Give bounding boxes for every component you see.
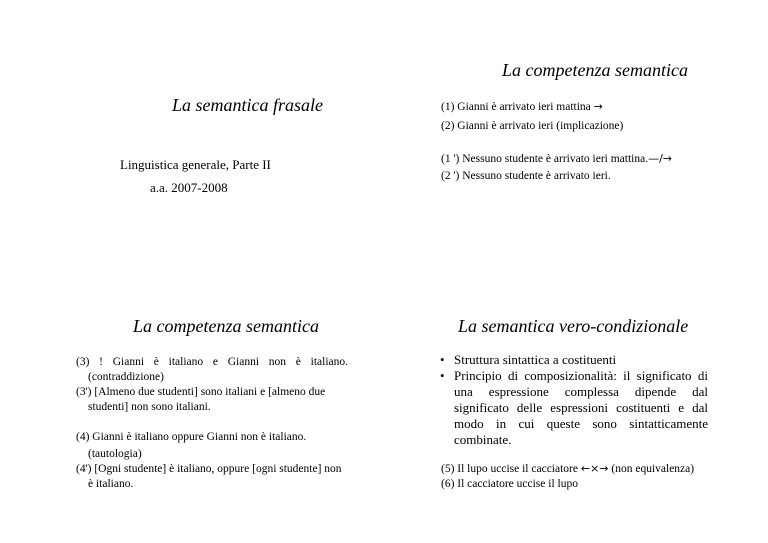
example-5-text: (5) Il lupo uccise il cacciatore bbox=[441, 463, 578, 475]
example-4-note: (tautologia) bbox=[88, 448, 142, 460]
example-4: (4) Gianni è italiano oppure Gianni non è italiano. bbox=[76, 431, 307, 443]
implication-arrow-icon: → bbox=[593, 100, 603, 113]
example-1-text: (1) Gianni è arrivato ieri mattina bbox=[441, 101, 591, 113]
bullet-item-1-text: Struttura sintattica a costituenti bbox=[454, 352, 617, 367]
bullet-icon: • bbox=[440, 368, 445, 383]
academic-year: a.a. 2007-2008 bbox=[150, 180, 228, 195]
example-1-prime-text: (1 ') Nessuno studente è arrivato ieri mattina. bbox=[441, 153, 649, 165]
course-name: Linguistica generale, Parte II bbox=[120, 157, 271, 172]
slide-3-title: La competenza semantica bbox=[133, 316, 319, 336]
example-3: (3) ! Gianni è italiano e Gianni non è italiano. (contraddizione) bbox=[76, 356, 348, 383]
example-5-note: (non equivalenza) bbox=[611, 463, 695, 475]
slide-2-title: La competenza semantica bbox=[502, 60, 688, 80]
bullet-item-1 bbox=[440, 352, 708, 368]
example-1 bbox=[441, 99, 603, 115]
example-5 bbox=[441, 461, 694, 477]
example-2-prime: (2 ') Nessuno studente è arrivato ieri. bbox=[441, 170, 611, 182]
slide-4-title: La semantica vero-condizionale bbox=[458, 316, 689, 336]
bullet-list bbox=[440, 352, 708, 448]
example-1-prime bbox=[441, 151, 672, 167]
bullet-item-2-text: Principio di composizionalità: il significato di una espressione complessa dipende dal significato delle espressioni costituenti e dal modo in cui queste sono sintatticamente combinate. bbox=[454, 368, 708, 447]
slide-1-title: La semantica frasale bbox=[172, 95, 323, 115]
example-4-prime: (4') [Ogni studente] è italiano, oppure [ogni studente] non è italiano. bbox=[76, 463, 342, 490]
example-3-prime: (3') [Almeno due studenti] sono italiani e [almeno due studenti] non sono italiani. bbox=[76, 386, 326, 413]
non-implication-arrow-icon: —/→ bbox=[648, 152, 673, 165]
example-2: (2) Gianni è arrivato ieri (implicazione) bbox=[441, 120, 624, 132]
example-6: (6) Il cacciatore uccise il lupo bbox=[441, 478, 578, 490]
bullet-item-2 bbox=[440, 368, 708, 448]
non-equivalence-arrow-icon: ←×→ bbox=[580, 462, 609, 475]
bullet-icon: • bbox=[440, 352, 445, 367]
